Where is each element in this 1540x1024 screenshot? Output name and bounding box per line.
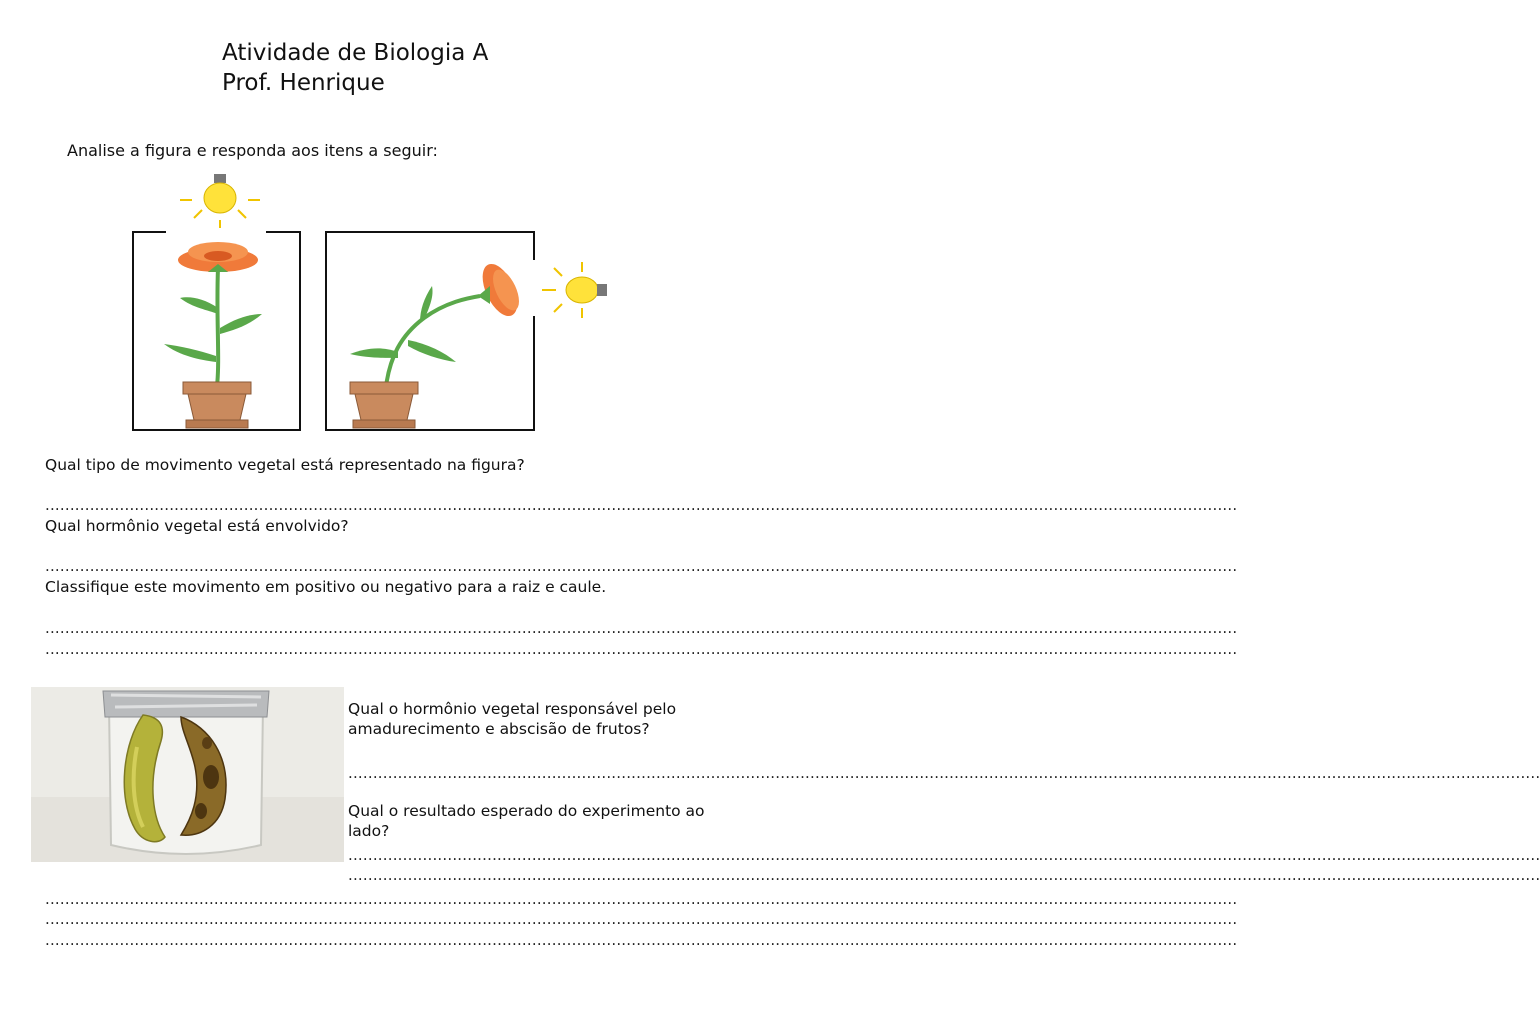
answer-line-5a[interactable]: ................................................................................................................................................................................................................................................ xyxy=(348,846,1540,864)
answer-line-4[interactable]: ................................................................................................................................................................................................................................................ xyxy=(348,764,1540,782)
banana-jar-photo xyxy=(31,687,344,862)
left-flower xyxy=(178,242,258,272)
left-pot xyxy=(183,382,251,428)
right-plant-box xyxy=(326,232,607,430)
lightbulb-side-icon xyxy=(542,262,607,318)
lightbulb-top-icon xyxy=(180,174,260,228)
left-plant-box xyxy=(133,174,300,430)
question-2: Qual hormônio vegetal está envolvido? xyxy=(45,517,349,535)
title-line-2: Prof. Henrique xyxy=(222,70,385,96)
question-1: Qual tipo de movimento vegetal está representado na figura? xyxy=(45,456,525,474)
question-3: Classifique este movimento em positivo ou negativo para a raiz e caule. xyxy=(45,578,607,596)
answer-line-5b[interactable]: ................................................................................................................................................................................................................................................ xyxy=(348,866,1540,884)
title-line-1: Atividade de Biologia A xyxy=(222,40,489,66)
question-4: Qual o hormônio vegetal responsável pelo amadurecimento e abscisão de frutos? xyxy=(348,700,677,738)
answer-line-1[interactable]: ................................................................................................................................................................................................................................................ xyxy=(45,496,1238,514)
answer-line-3a[interactable]: ................................................................................................................................................................................................................................................ xyxy=(45,619,1238,637)
intro-text: Analise a figura e responda aos itens a seguir: xyxy=(67,141,438,160)
right-pot xyxy=(350,382,418,428)
answer-line-5c[interactable]: ................................................................................................................................................................................................................................................ xyxy=(45,890,1238,908)
answer-line-5d[interactable]: ................................................................................................................................................................................................................................................ xyxy=(45,910,1238,928)
right-flower xyxy=(475,259,524,322)
page-title xyxy=(222,38,488,98)
question-5: Qual o resultado esperado do experimento ao lado? xyxy=(348,802,705,840)
phototropism-figure xyxy=(128,168,628,434)
answer-line-5e[interactable]: ................................................................................................................................................................................................................................................ xyxy=(45,931,1238,949)
answer-line-3b[interactable]: ................................................................................................................................................................................................................................................ xyxy=(45,640,1238,658)
answer-line-2[interactable]: ................................................................................................................................................................................................................................................ xyxy=(45,557,1238,575)
